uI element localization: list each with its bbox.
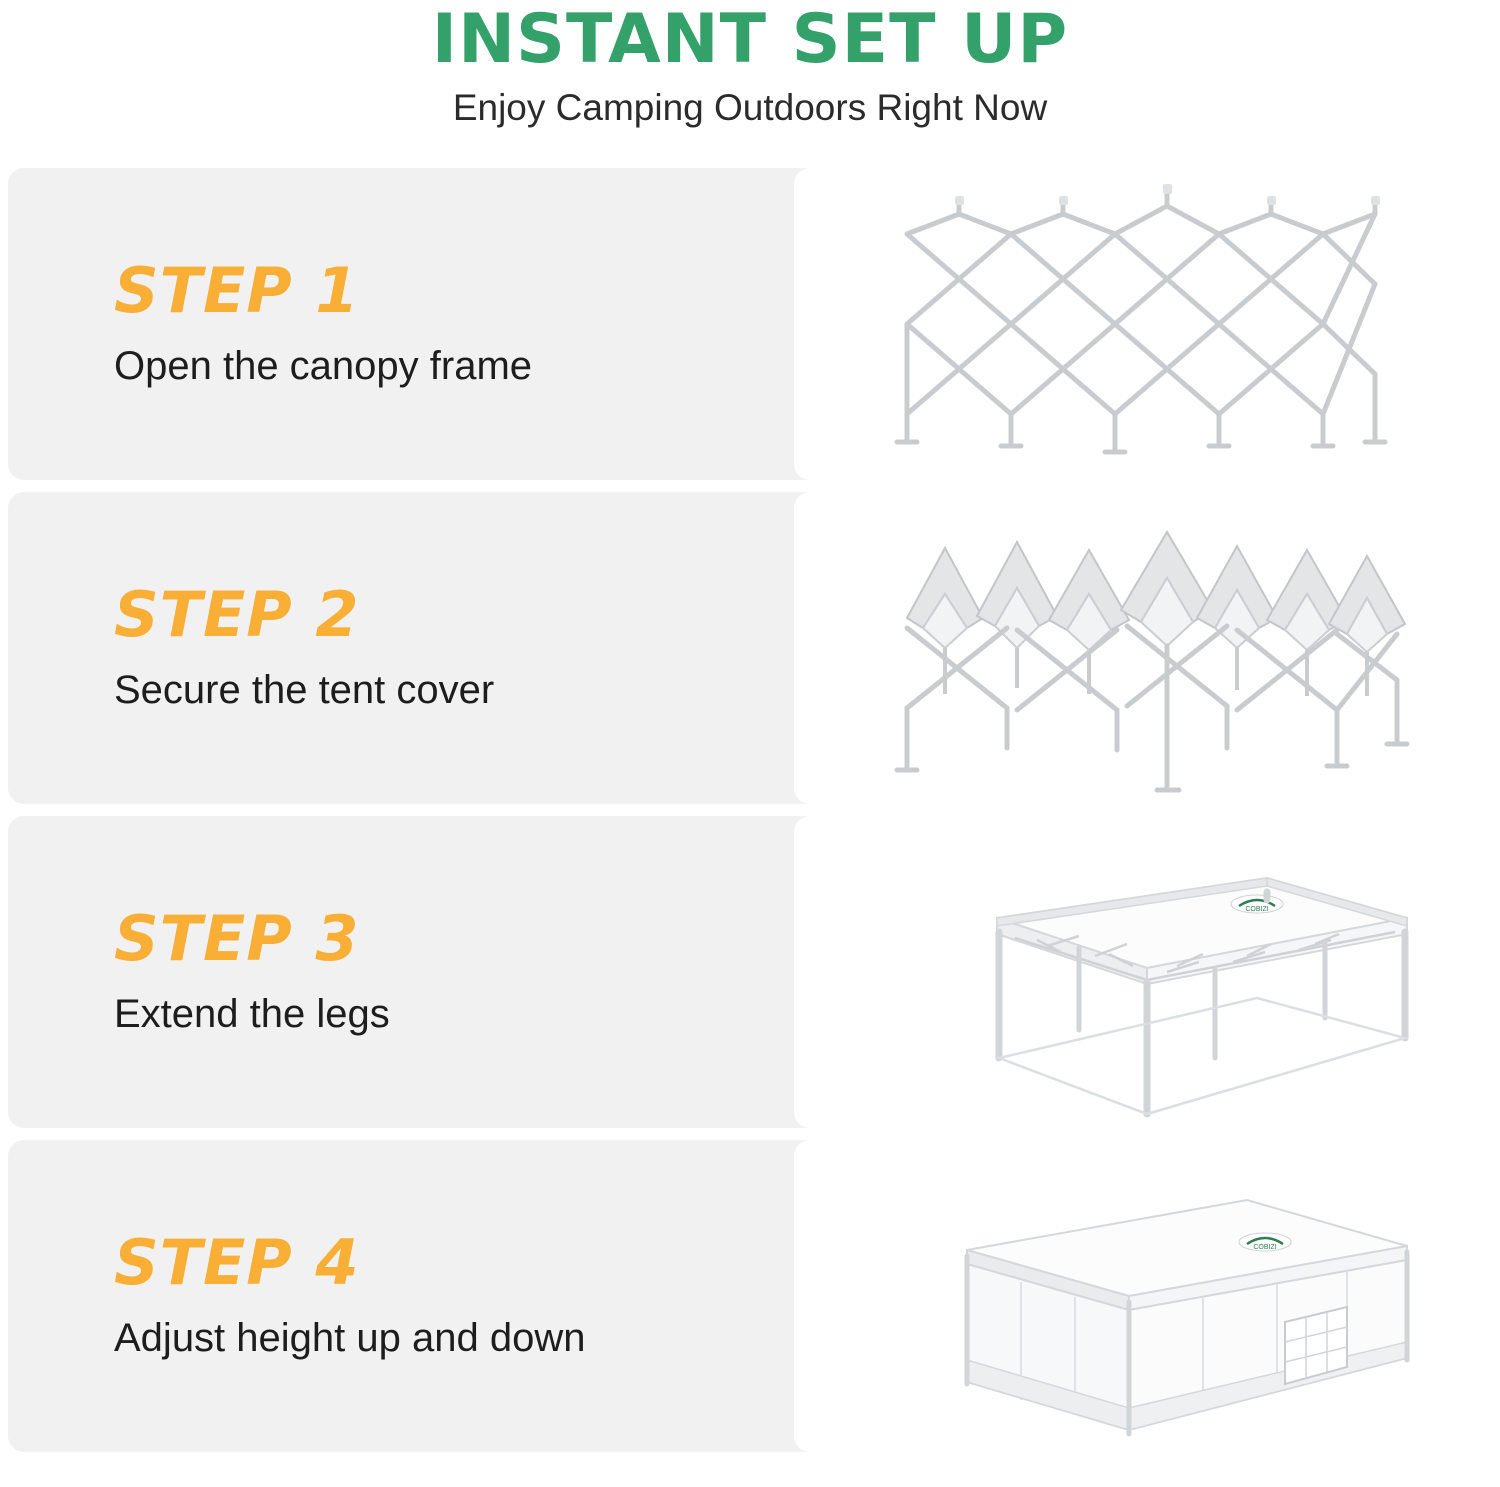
svg-text:COBIZI: COBIZI: [1253, 1244, 1277, 1251]
header: [0, 0, 1500, 168]
step-row: [8, 1140, 1492, 1452]
page-subtitle: Enjoy Camping Outdoors Right Now: [452, 87, 1048, 129]
svg-text:COBIZI: COBIZI: [1245, 906, 1269, 913]
brand-logo: [1239, 1233, 1291, 1251]
step-row: [8, 816, 1492, 1128]
step-text-block: [8, 254, 788, 389]
step-text-block: [8, 1226, 788, 1361]
brand-logo: [1231, 895, 1283, 913]
step-text-block: [8, 902, 788, 1037]
step-text-block: [8, 578, 788, 713]
step-illustration: [794, 168, 1492, 480]
canopy-frame-with-cover-illustration: [867, 498, 1427, 798]
page-title: INSTANT SET UP: [431, 0, 1069, 79]
step-description: Extend the legs: [114, 991, 390, 1036]
steps-list: [0, 168, 1500, 1487]
step-illustration: [794, 816, 1492, 1128]
step-description: Secure the tent cover: [114, 667, 495, 712]
open-canopy-extended-legs-illustration: [847, 822, 1447, 1122]
step-number-label: STEP 4: [114, 1226, 360, 1300]
step-number-label: STEP 1: [114, 254, 360, 328]
step-row: [8, 168, 1492, 480]
canopy-with-sidewalls-illustration: [847, 1146, 1447, 1446]
step-description: Adjust height up and down: [114, 1315, 586, 1360]
step-number-label: STEP 3: [114, 902, 360, 976]
step-illustration: [794, 492, 1492, 804]
folded-canopy-frame-illustration: [867, 174, 1427, 474]
step-number-label: STEP 2: [114, 578, 360, 652]
step-row: [8, 492, 1492, 804]
step-illustration: [794, 1140, 1492, 1452]
step-description: Open the canopy frame: [114, 343, 533, 388]
